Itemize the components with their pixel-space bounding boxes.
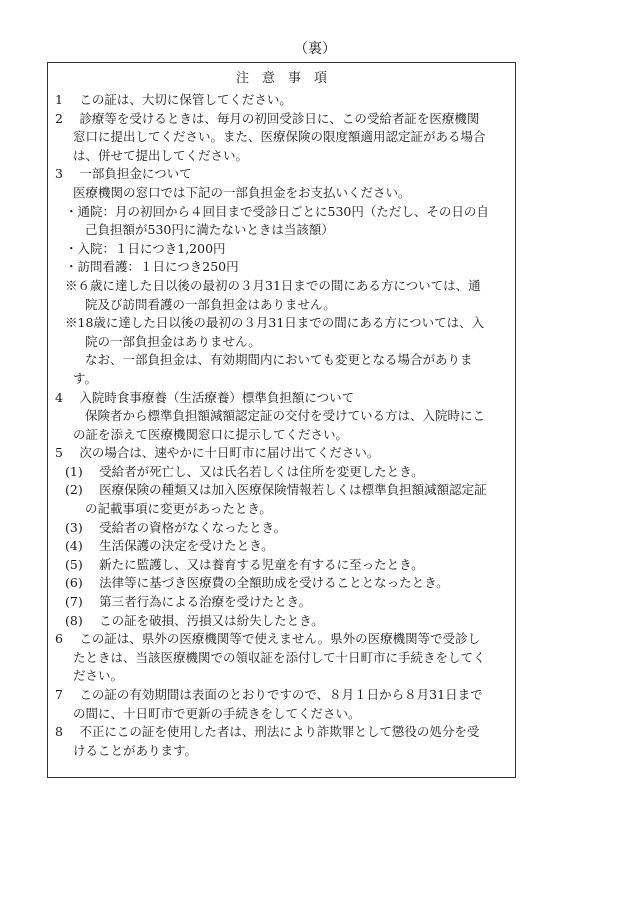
item-8-line: 8 不正にこの証を使用した者は、刑法により詐欺罪として懲役の処分を受	[55, 724, 480, 740]
item-3-bullet: ・訪問看護：１日につき250円	[65, 259, 239, 275]
item-7-line: 7 この証の有効期間は表面のとおりですので、８月１日から８月31日まで	[55, 687, 483, 702]
item-3-bullet: ・通院：月の初回から４回目まで受診日ごとに530円（ただし、その日の自	[65, 203, 489, 219]
item-5-subitem: (5) 新たに監護し、又は養育する児童を有するに至ったとき。	[65, 556, 424, 572]
item-5-subitem: (2) 医療保険の種類又は加入医療保険情報若しくは標準負担額減額認定証	[65, 482, 487, 498]
item-5-subitem: (7) 第三者行為による治療を受けたとき。	[65, 594, 312, 610]
item-2-line: は、併せて提出してください。	[73, 147, 249, 163]
notice-box	[47, 62, 516, 778]
item-4-line: 保険者から標準負担額減額認定証の交付を受けている方は、入院時にこ	[85, 408, 486, 424]
item-3-line: 3 一部負担金について	[55, 166, 192, 182]
item-5-subitem: (6) 法律等に基づき医療費の全額助成を受けることとなったとき。	[65, 575, 449, 591]
item-5-subitem: (8) この証を破損、汚損又は紛失したとき。	[65, 612, 324, 628]
item-4-line: の証を添えて医療機関窓口に提示してください。	[73, 426, 349, 442]
item-8-line: けることがあります。	[73, 742, 198, 758]
item-5-subitem: (3) 受給者の資格がなくなったとき。	[65, 519, 287, 535]
item-3-line: 医療機関の窓口では下記の一部負担金をお支払いください。	[73, 184, 411, 200]
item-5-line: 5 次の場合は、速やかに十日町市に届け出てください。	[55, 445, 380, 461]
item-2-line: 2 診療等を受けるときは、毎月の初回受診日に、この受給者証を医療機関	[55, 110, 480, 126]
item-4-line: 4 入院時食事療養（生活療養）標準負担額について	[55, 389, 355, 405]
item-3-note: ※６歳に達した日以後の最初の３月31日までの間にある方については、通	[65, 277, 481, 293]
notice-content	[55, 91, 510, 760]
item-5-subitem: (1) 受給者が死亡し、又は氏名若しくは住所を変更したとき。	[65, 463, 424, 479]
item-6-line: たときは、当該医療機関での領収証を添付して十日町市に手続きをしてく	[73, 649, 486, 665]
item-3-bullet: 己負担額が530円に満たないときは当該額）	[85, 222, 334, 238]
side-label: （裏）	[294, 41, 336, 57]
item-3-note: す。	[73, 370, 98, 386]
item-3-note: 院の一部負担金はありません。	[85, 333, 261, 349]
item-1-line: 1 この証は、大切に保管してください。	[55, 92, 292, 107]
item-6-line: 6 この証は、県外の医療機関等で使えません。県外の医療機関等で受診し	[55, 631, 481, 647]
item-6-line: ださい。	[73, 668, 124, 684]
item-5-subitem: (4) 生活保護の決定を受けたとき。	[65, 538, 274, 554]
item-7-line: の間に、十日町市で更新の手続きをしてください。	[73, 705, 361, 721]
item-3-note: 院及び訪問看護の一部負担金はありません。	[85, 296, 336, 312]
item-3-bullet: ・入院：１日につき1,200円	[65, 240, 226, 256]
item-3-note: なお、一部負担金は、有効期間内においても変更となる場合がありま	[85, 352, 473, 368]
item-5-subitem: の記載事項に変更があったとき。	[85, 501, 272, 517]
notice-title: 注 意 事 項	[235, 71, 327, 86]
item-3-note: ※18歳に達した日以後の最初の３月31日までの間にある方については、入	[65, 315, 485, 331]
item-2-line: 窓口に提出してください。また、医療保険の限度額適用認定証がある場合	[73, 129, 486, 145]
